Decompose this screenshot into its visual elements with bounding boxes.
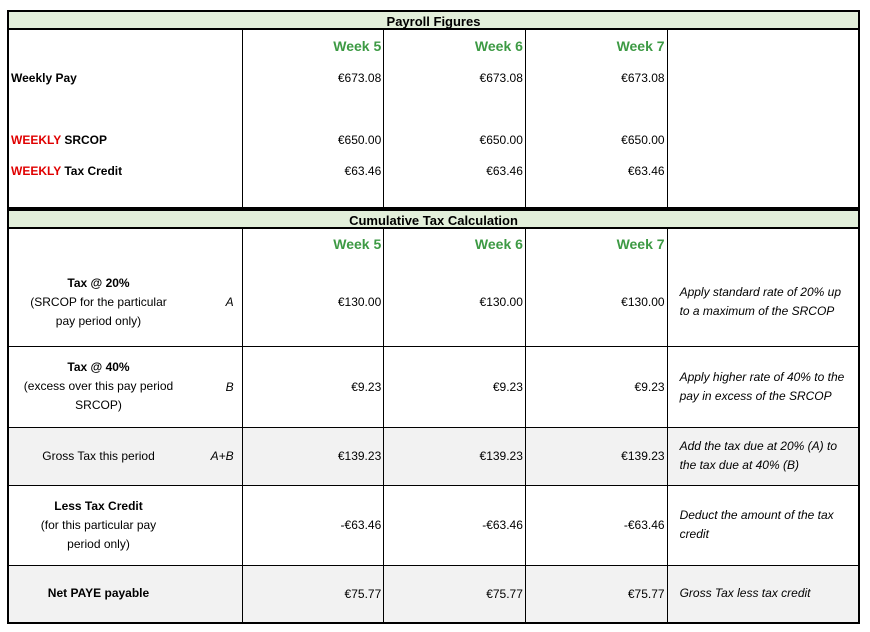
tax-40-week-7: €9.23 — [525, 346, 667, 427]
payroll-sheet — [7, 10, 860, 624]
net-paye-week-7: €75.77 — [525, 565, 667, 623]
tax-20-note — [667, 259, 859, 346]
less-tax-credit-title: Less Tax Credit — [54, 498, 143, 513]
tax-20-tag: A — [225, 295, 234, 310]
tax-20-week-6: €130.00 — [384, 259, 526, 346]
gross-tax-note-line1: Add the tax due at 20% (A) to — [679, 439, 837, 453]
srcop-week-7: €650.00 — [525, 124, 667, 155]
net-paye-title: Net PAYE payable — [47, 586, 150, 601]
cumulative-week-7-header: Week 7 — [525, 229, 667, 259]
net-paye-note: Gross Tax less tax credit — [667, 565, 859, 623]
srcop-prefix: WEEKLY — [11, 132, 62, 147]
gross-tax-tag: A+B — [210, 449, 234, 463]
gross-tax-row — [8, 427, 859, 485]
tax-20-label-cell — [8, 259, 242, 346]
tax-credit-text: Tax Credit — [61, 163, 123, 178]
gross-tax-week-7: €139.23 — [525, 427, 667, 485]
payroll-figures-title: Payroll Figures — [7, 10, 860, 30]
less-tax-credit-row — [8, 485, 859, 565]
tax-20-week-5: €130.00 — [242, 259, 384, 346]
less-tax-credit-note-line1: Deduct the amount of the tax — [679, 508, 834, 522]
tax-40-row — [8, 346, 859, 427]
cumulative-notes-blank — [667, 229, 859, 259]
gross-tax-week-5: €139.23 — [242, 427, 384, 485]
tax-credit-prefix: WEEKLY — [11, 163, 62, 178]
cumulative-tax-table — [7, 229, 860, 624]
tax-40-note-line2: pay in excess of the SRCOP — [679, 388, 832, 403]
tax-credit-week-7: €63.46 — [525, 155, 667, 186]
less-tax-credit-sub1: (for this particular pay — [40, 517, 157, 532]
tax-20-title: Tax @ 20% — [67, 275, 130, 290]
net-paye-week-5: €75.77 — [242, 565, 384, 623]
srcop-note — [667, 124, 859, 155]
tax-20-row — [8, 259, 859, 346]
tax-20-week-7: €130.00 — [525, 259, 667, 346]
tax-20-sub2: pay period only) — [55, 313, 142, 328]
tax-40-label-cell — [8, 346, 242, 427]
weekly-pay-week-5: €673.08 — [242, 62, 384, 94]
tax-credit-note — [667, 155, 859, 186]
tax-40-tag: B — [225, 379, 234, 394]
srcop-week-6: €650.00 — [384, 124, 526, 155]
cumulative-week-5-header: Week 5 — [242, 229, 384, 259]
less-tax-credit-note-line2: credit — [679, 527, 709, 541]
tax-credit-row — [8, 155, 859, 186]
srcop-week-5: €650.00 — [242, 124, 384, 155]
tax-credit-label — [8, 155, 242, 186]
srcop-label — [8, 124, 242, 155]
gross-tax-note-line2: the tax due at 40% (B) — [679, 458, 799, 472]
srcop-row — [8, 124, 859, 155]
tax-20-sub1: (SRCOP for the particular — [30, 294, 167, 309]
less-tax-credit-week-7: -€63.46 — [525, 485, 667, 565]
less-tax-credit-note — [667, 485, 859, 565]
net-paye-row — [8, 565, 859, 623]
tax-40-week-6: €9.23 — [384, 346, 526, 427]
spacer-row — [8, 94, 859, 124]
weekly-pay-week-7: €673.08 — [525, 62, 667, 94]
payroll-week-header-row — [8, 30, 859, 62]
tax-40-sub2: SRCOP) — [75, 398, 122, 412]
gross-tax-note — [667, 427, 859, 485]
tax-40-note-line1: Apply higher rate of 40% to the — [679, 369, 845, 384]
tax-credit-week-6: €63.46 — [384, 155, 526, 186]
tax-20-note-line2: to a maximum of the SRCOP — [679, 304, 835, 319]
payroll-week-6-header: Week 6 — [384, 30, 526, 62]
payroll-header-blank — [8, 30, 242, 62]
tax-40-sub1: (excess over this pay period — [23, 379, 174, 393]
payroll-bottom-spacer — [8, 186, 859, 208]
weekly-pay-row — [8, 62, 859, 94]
tax-40-title: Tax @ 40% — [67, 360, 130, 374]
payroll-figures-table — [7, 30, 860, 209]
net-paye-week-6: €75.77 — [384, 565, 526, 623]
srcop-text: SRCOP — [61, 132, 108, 147]
cumulative-week-header-row — [8, 229, 859, 259]
cumulative-header-blank — [8, 229, 242, 259]
weekly-pay-label: Weekly Pay — [8, 62, 242, 94]
less-tax-credit-sub2: period only) — [67, 536, 130, 551]
payroll-week-7-header: Week 7 — [525, 30, 667, 62]
less-tax-credit-label-cell — [8, 485, 242, 565]
payroll-week-5-header: Week 5 — [242, 30, 384, 62]
payroll-notes-blank — [667, 30, 859, 62]
less-tax-credit-week-5: -€63.46 — [242, 485, 384, 565]
tax-20-note-line1: Apply standard rate of 20% up — [679, 285, 841, 300]
gross-tax-title: Gross Tax this period — [42, 448, 155, 463]
gross-tax-week-6: €139.23 — [384, 427, 526, 485]
cumulative-week-6-header: Week 6 — [384, 229, 526, 259]
weekly-pay-note — [667, 62, 859, 94]
less-tax-credit-week-6: -€63.46 — [384, 485, 526, 565]
gross-tax-label-cell — [8, 427, 242, 485]
tax-40-note — [667, 346, 859, 427]
weekly-pay-week-6: €673.08 — [384, 62, 526, 94]
tax-40-week-5: €9.23 — [242, 346, 384, 427]
net-paye-label-cell — [8, 565, 242, 623]
tax-credit-week-5: €63.46 — [242, 155, 384, 186]
cumulative-tax-title: Cumulative Tax Calculation — [7, 209, 860, 229]
